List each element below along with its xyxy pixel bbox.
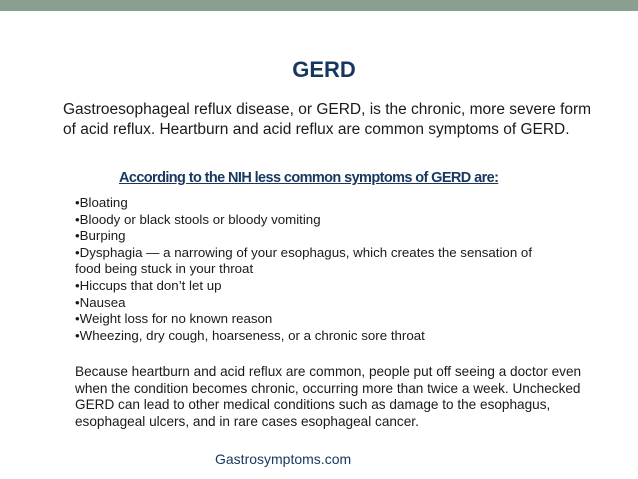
closing-paragraph: Because heartburn and acid reflux are common, people put off seeing a doctor even when the condition becomes chronic, occurring more than twice a week. Unchecked GERD can lead to other medical conditions such as damage to the esophagus, esophageal ulcers, and in rare cases esophageal cancer. — [75, 364, 582, 429]
list-item: •Nausea — [75, 294, 126, 310]
list-item: •Bloating — [75, 195, 128, 210]
list-item: •Weight loss for no known reason — [75, 311, 273, 327]
source-credit: Gastrosymptoms.com — [215, 451, 352, 467]
list-item: •Wheezing, dry cough, hoarseness, or a chronic sore throat — [75, 327, 425, 343]
intro-paragraph: Gastroesophageal reflux disease, or GERD, is the chronic, more severe form of acid reflux. Heartburn and acid reflux are common symptoms of GERD. — [63, 101, 592, 138]
slide-title: GERD — [292, 57, 356, 82]
top-bar — [0, 0, 638, 11]
symptoms-subheading: According to the NIH less common symptoms of GERD are: — [119, 170, 499, 186]
list-item-continuation: food being stuck in your throat — [75, 261, 254, 277]
list-item: •Hiccups that don’t let up — [75, 277, 222, 293]
list-item: •Burping — [75, 228, 126, 244]
list-item: •Dysphagia — a narrowing of your esophagus, which creates the sensation of — [75, 244, 533, 260]
symptom-list — [75, 195, 595, 344]
list-item: •Bloody or black stools or bloody vomiting — [75, 211, 321, 227]
